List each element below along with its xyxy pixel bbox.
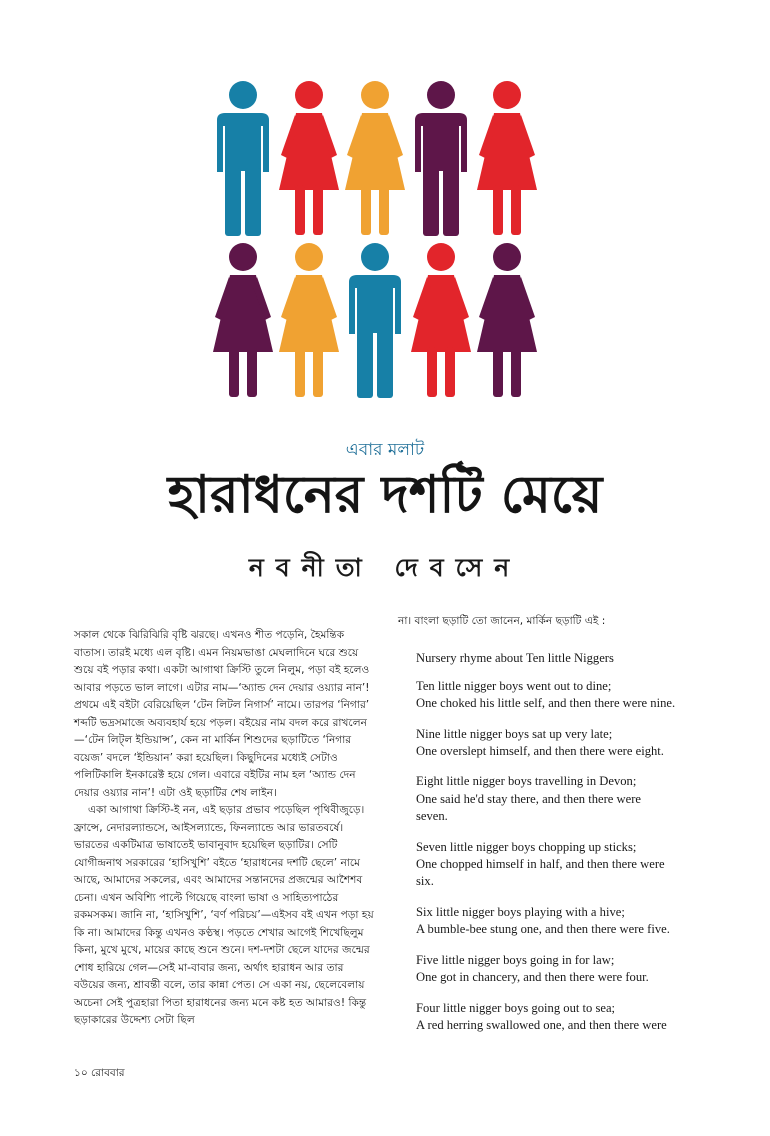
rhyme-line: One chopped himself in half, and then there were: [416, 857, 665, 872]
paragraph: একা আগাথা ক্রিস্টি-ই নন, এই ছড়ার প্রভাব পড়েছিল পৃথিবীজুড়ে। ফ্রান্সে, নেদারল্যান্ডসে, আইসল্যান্ডে, ফিনল্যান্ডে আর ভারতবর্ষে। ভারতের একটিমাত্র ভাষাতেই ভাবানুবাদ হয়েছিল ছড়াটির। সেটি যোগীন্দ্রনাথ সরকারের ‘হাসিখুশি’ বইতে ‘হারাধনের দশটি ছেলে’ নামে আছে, আমাদের সকলের, এবং আমাদের সন্তানদের প্রজন্মের আশৈশব চেনা। এখন অবিশ্যি পাল্টে গিয়েছে বাংলা ভাষা ও সাহিত্যপাঠের রকমসকম। জানি না, ‘হাসিখুশি’, ‘বর্ণ পরিচয়’—এইসব বই এখন পড়া হয় কি না। আমাদের কিন্তু এখনও কণ্ঠস্থ। পড়তে শেখার আগেই শিখেছিলুম কিনা, মুখে মুখে, মায়ের কাছে শুনে শুনে। দশ-দশটা ছেলে যাদের জন্মের শোধ হারিয়ে গেল—সেই মা-বাবার জন্য, অর্থাৎ হারাধন আর তার বউয়ের জন্য, শ্রাবন্তী বলে, তার কান্না পেত। সে একা নয়, ছেলেবেলায় অচেনা সেই পুত্রহারা পিতা হারাধনের জন্য মনে কষ্ট হত আমারও! কিন্তু ছড়াকারের উদ্দেশ্য সেটা ছিল: [74, 804, 374, 1026]
right-column: [398, 613, 708, 1047]
rhyme-line: six.: [416, 874, 434, 889]
rhyme-line: A red herring swallowed one, and then there were: [416, 1017, 667, 1032]
person-icon: [217, 81, 269, 236]
rhyme-stanza: [416, 1000, 708, 1035]
rhyme-line: Seven little nigger boys chopping up sticks;: [416, 839, 637, 854]
person-icon: [477, 243, 537, 397]
rhyme-line: One got in chancery, and then there were four.: [416, 970, 649, 985]
magazine-name: রোববার: [90, 1067, 125, 1079]
rhyme-line: One choked his little self, and then there were nine.: [416, 696, 676, 711]
rhyme-line: One said he'd stay there, and then there were: [416, 791, 642, 806]
person-icon: [411, 243, 471, 397]
paragraph: না। বাংলা ছড়াটি তো জানেন, মার্কিন ছড়াটি এই :: [398, 615, 606, 627]
section-kicker: এবার মলাট: [345, 440, 425, 460]
rhyme-line: A bumble-bee stung one, and then there were five.: [416, 922, 670, 937]
rhyme-line: Ten little nigger boys went out to dine;: [416, 678, 612, 693]
rhyme-heading: Nursery rhyme about Ten little Niggers: [416, 651, 614, 666]
rhyme-stanza: [416, 839, 708, 891]
person-icon: [279, 243, 339, 397]
page-number: ১০: [74, 1067, 88, 1079]
person-icon: [345, 81, 405, 235]
rhyme-stanza: [416, 678, 708, 713]
person-icon: [415, 81, 467, 236]
person-icon: [213, 243, 273, 397]
rhyme-stanzas: [398, 678, 708, 1035]
rhyme-line: Six little nigger boys playing with a hive;: [416, 904, 625, 919]
article-title: হারাধনের দশটি মেয়ে: [167, 465, 603, 525]
rhyme-stanza: [416, 726, 708, 761]
paragraph: সকাল থেকে ঝিরিঝিরি বৃষ্টি ঝরছে। এখনও শীত পড়েনি, হৈমন্তিক বাতাস। তারই মধ্যে এল বৃষ্টি। এমন নিয়মভাঙা মেঘলাদিনে ঘরে শুয়ে শুয়ে বই পড়ার কথা। একটা আগাথা ক্রিস্টি তুলে নিলুম, পড়া বই হলেও আবার পড়তে ভাল লাগে। এটার নাম—‘অ্যান্ড দেন দেয়ার ওয়্যার নান’! প্রথমে এই বইটা বেরিয়েছিল ‘টেন লিটল নিগার্স’ নামে। তারপর ‘নিগার’ শব্দটি ভদ্রসমাজে অব্যবহার্য হয়ে পড়ল। বইয়ের নাম বদল করে রাখলেন—‘টেন লিট্‌ল ইন্ডিয়ান্স’, কেন না মার্কিন শিশুদের ছড়াটিতে ‘নিগার বয়েজ’ বদলে ‘ইন্ডিয়ান’ করা হয়েছিল। কিছুদিনের মধ্যেই সেটাও পলিটিকালি ইনকারেক্ট হয়ে গেল। এবারে বইটির নাম হল ‘অ্যান্ড দেন দেয়ার ওয়্যার নান’! এটা ওই ছড়াটির শেষ লাইন।: [74, 629, 370, 799]
rhyme-stanza: [416, 952, 708, 987]
rhyme-line: Eight little nigger boys travelling in Devon;: [416, 774, 637, 789]
rhyme-stanza: [416, 773, 708, 825]
rhyme-line: One overslept himself, and then there were eight.: [416, 744, 664, 759]
rhyme-line: seven.: [416, 809, 448, 824]
rhyme-line: Five little nigger boys going in for law;: [416, 952, 615, 967]
rhyme-stanza: [416, 904, 708, 939]
people-illustration: [205, 80, 545, 400]
person-icon: [349, 243, 401, 398]
person-icon: [279, 81, 339, 235]
left-column: [74, 627, 374, 1030]
person-icon: [477, 81, 537, 235]
rhyme-line: Nine little nigger boys sat up very late;: [416, 726, 613, 741]
page-footer: [74, 1066, 125, 1083]
rhyme-line: Four little nigger boys going out to sea;: [416, 1000, 616, 1015]
author-name: নবনীতা দেবসেন: [248, 553, 522, 582]
